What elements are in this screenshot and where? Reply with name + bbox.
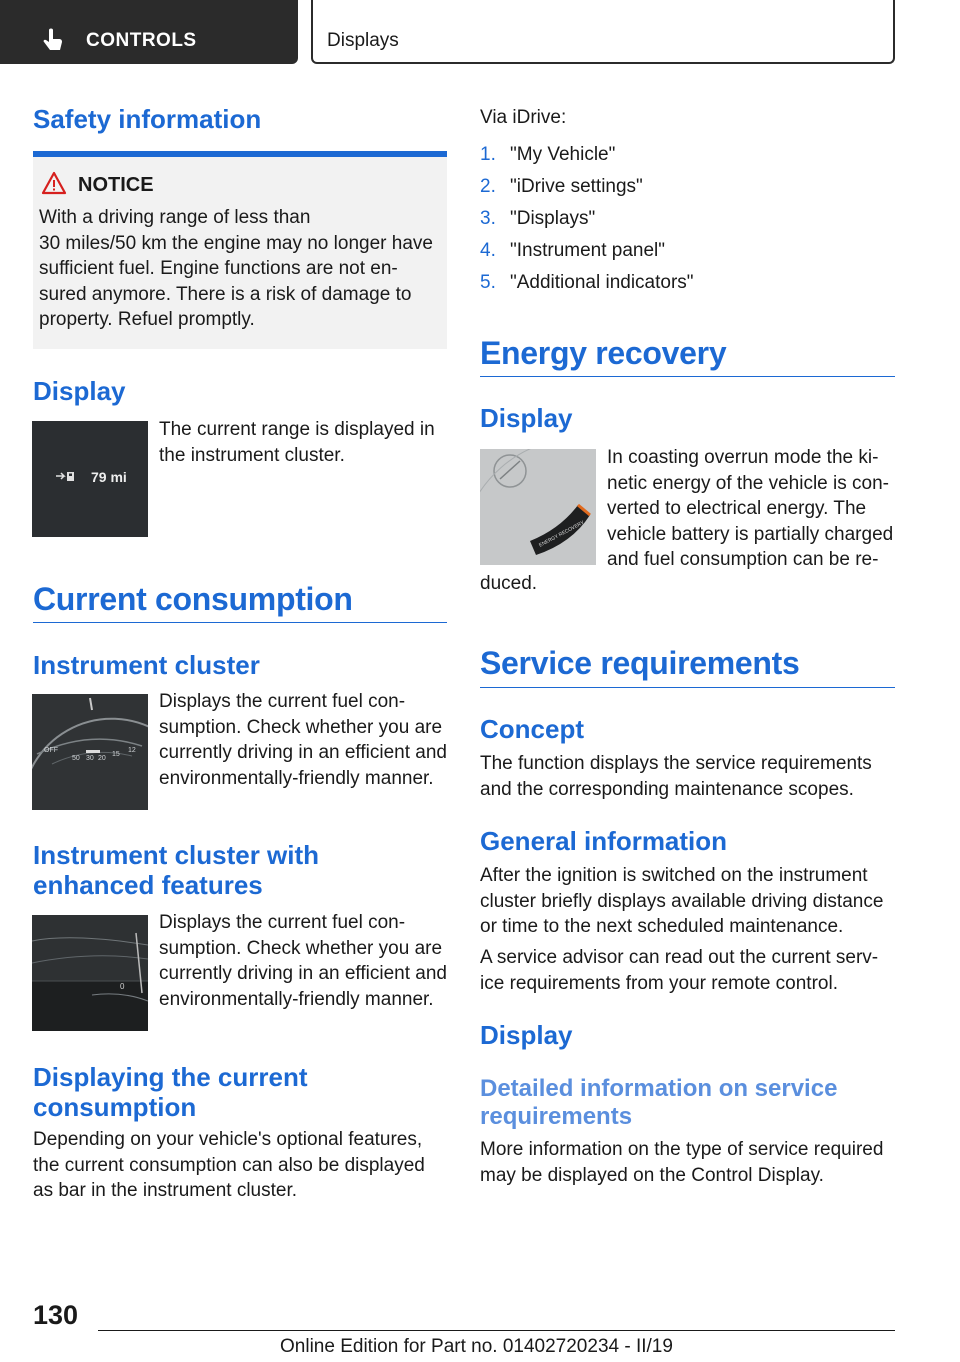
step-number: 4. <box>480 240 496 261</box>
page-number: 130 <box>33 1300 79 1330</box>
displaying-text <box>33 1127 447 1204</box>
heading-rule <box>33 622 447 623</box>
notice-line: 30 miles/50 km the engine may no longer have <box>39 232 433 254</box>
displaying-line: the current consumption can also be displayed <box>33 1154 425 1176</box>
concept-line: The function displays the service requirements <box>480 753 872 774</box>
energy-line: vehicle battery is partially charged <box>607 523 894 545</box>
range-readout: 79 mi <box>91 469 127 485</box>
general-line: After the ignition is switched on the instrument <box>480 865 868 886</box>
energy-text-wrap <box>607 445 897 573</box>
energy-line: and fuel consumption can be re- <box>607 549 879 570</box>
energy-line: netic energy of the vehicle is con- <box>607 472 889 494</box>
range-display-graphic <box>32 421 148 537</box>
svg-text:50: 50 <box>72 755 80 762</box>
range-display-image <box>32 421 148 537</box>
step-number: 1. <box>480 144 496 165</box>
step-number: 5. <box>480 272 496 293</box>
advisor-line: A service advisor can read out the current serv- <box>480 947 879 968</box>
page-header <box>0 0 960 66</box>
concept-heading: Concept <box>480 714 584 744</box>
step-number: 2. <box>480 176 496 197</box>
section-tab-label: CONTROLS <box>86 30 197 51</box>
detailed-text <box>480 1137 900 1188</box>
svg-text:ENERGY RECOVERY: ENERGY RECOVERY <box>538 519 586 549</box>
enhanced-heading-line: enhanced features <box>33 870 263 900</box>
notice-title: NOTICE <box>78 174 154 196</box>
step-number: 3. <box>480 208 496 229</box>
energy-recovery-graphic <box>480 449 596 565</box>
svg-text:30: 30 <box>86 755 94 762</box>
instrument-cluster-image <box>32 694 148 810</box>
warning-triangle-icon <box>41 171 67 195</box>
safety-heading: Safety information <box>33 104 262 134</box>
step-text: "iDrive settings" <box>510 176 643 197</box>
displaying-heading <box>33 1062 308 1122</box>
detailed-heading-line: Detailed information on service <box>480 1075 838 1102</box>
svg-text:OFF: OFF <box>44 747 58 754</box>
enhanced-heading <box>33 840 319 900</box>
footer-rule <box>98 1330 895 1331</box>
displaying-line: as bar in the instrument cluster. <box>33 1180 298 1201</box>
general-text <box>480 863 900 940</box>
svg-text:15: 15 <box>112 751 120 758</box>
step-text: "Instrument panel" <box>510 240 666 261</box>
via-idrive-label: Via iDrive: <box>480 107 567 128</box>
detailed-heading-line: requirements <box>480 1103 633 1130</box>
instrument-cluster-graphic <box>32 694 148 810</box>
general-information-heading: General information <box>480 826 728 856</box>
enhanced-heading-line: Instrument cluster with <box>33 840 320 870</box>
enhanced-line: sumption. Check whether you are <box>159 937 443 959</box>
display-line: The current range is displayed in <box>159 419 435 440</box>
instrument-cluster-text <box>159 689 454 791</box>
step-text: "My Vehicle" <box>510 144 616 165</box>
enhanced-cluster-image <box>32 915 148 1031</box>
energy-line: In coasting overrun mode the ki- <box>607 447 879 468</box>
general-line: cluster briefly displays available driving distance <box>480 890 884 912</box>
energy-recovery-image <box>480 449 596 565</box>
notice-line: sufficient fuel. Engine functions are not en- <box>39 258 398 279</box>
general-line: or time to the next scheduled maintenance. <box>480 916 844 937</box>
enhanced-cluster-graphic <box>32 915 148 1031</box>
footer-edition: Online Edition for Part no. 01402720234 - II/19 <box>280 1336 673 1357</box>
detailed-line: More information on the type of service required <box>480 1139 884 1160</box>
enhanced-text <box>159 910 454 1012</box>
notice-line: property. Refuel promptly. <box>39 309 255 330</box>
instrument-cluster-line: currently driving in an efficient and <box>159 742 447 763</box>
energy-display-heading: Display <box>480 403 573 433</box>
detailed-heading <box>480 1075 837 1131</box>
display-text <box>159 417 449 468</box>
heading-rule <box>480 687 895 688</box>
display-heading: Display <box>33 376 126 406</box>
instrument-cluster-line: Displays the current fuel con- <box>159 691 406 712</box>
notice-line: sured anymore. There is a risk of damage to <box>39 283 412 305</box>
service-requirements-heading: Service requirements <box>480 645 800 681</box>
advisor-text <box>480 945 900 996</box>
concept-text <box>480 751 895 802</box>
displaying-heading-line: consumption <box>33 1092 197 1122</box>
displaying-line: Depending on your vehicle's optional features, <box>33 1129 423 1150</box>
detailed-line: may be displayed on the Control Display. <box>480 1164 824 1186</box>
step-text: "Displays" <box>510 208 596 229</box>
energy-line: verted to electrical energy. The <box>607 498 867 519</box>
advisor-line: ice requirements from your remote control. <box>480 972 838 994</box>
notice-text <box>39 205 444 333</box>
heading-rule <box>480 376 895 377</box>
svg-text:0: 0 <box>120 982 125 991</box>
notice-line: With a driving range of less than <box>39 207 311 228</box>
enhanced-line: Displays the current fuel con- <box>159 912 406 933</box>
energy-recovery-heading: Energy recovery <box>480 335 727 371</box>
hand-pointer-icon <box>40 28 66 54</box>
energy-line: duced. <box>480 573 538 594</box>
svg-text:20: 20 <box>98 755 106 762</box>
chapter-tab-displays[interactable] <box>311 0 895 64</box>
instrument-cluster-heading: Instrument cluster <box>33 650 260 680</box>
concept-line: and the corresponding maintenance scopes. <box>480 778 854 800</box>
instrument-cluster-line: environmentally-friendly manner. <box>159 767 434 789</box>
section-tab-controls[interactable] <box>0 0 298 64</box>
notice-top-bar <box>33 151 447 157</box>
displaying-heading-line: Displaying the current <box>33 1062 308 1092</box>
svg-text:12: 12 <box>128 747 136 754</box>
service-display-heading: Display <box>480 1020 573 1050</box>
current-consumption-heading: Current consumption <box>33 581 353 617</box>
chapter-tab-label: Displays <box>327 30 399 51</box>
display-line: the instrument cluster. <box>159 444 345 466</box>
step-text: "Additional indicators" <box>510 272 694 293</box>
enhanced-line: environmentally-friendly manner. <box>159 988 434 1010</box>
enhanced-line: currently driving in an efficient and <box>159 963 447 984</box>
instrument-cluster-line: sumption. Check whether you are <box>159 716 443 738</box>
